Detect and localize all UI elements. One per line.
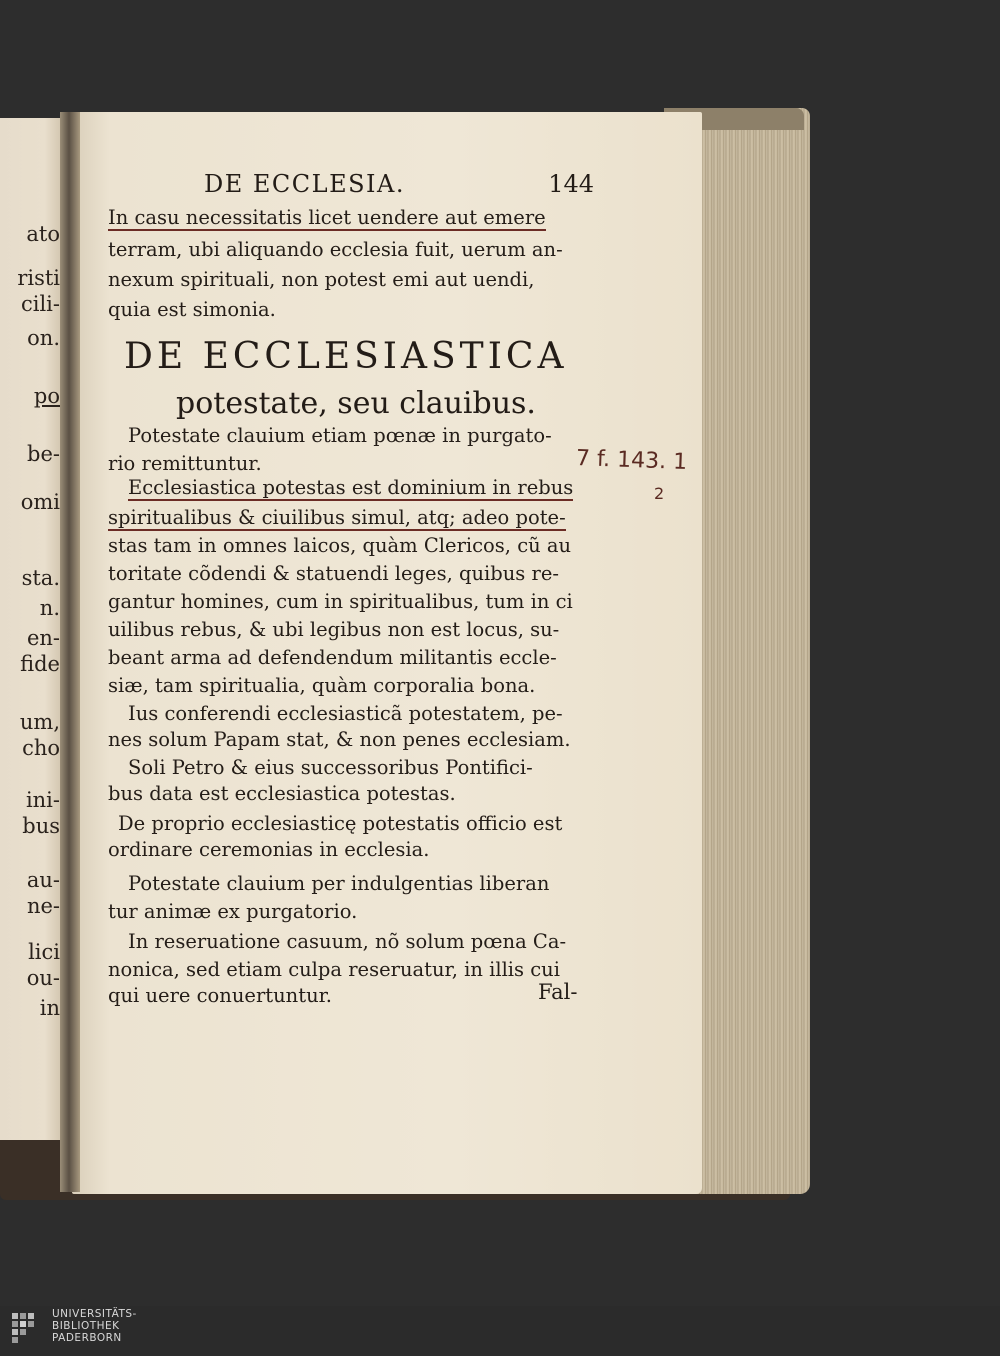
left-page-fragment: um, bbox=[19, 710, 60, 734]
text-line: uilibus rebus, & ubi legibus non est locus, su- bbox=[108, 618, 560, 641]
logo-line: UNIVERSITÄTS- bbox=[52, 1308, 137, 1320]
text-line: bus data est ecclesiastica potestas. bbox=[108, 782, 456, 805]
text-line: spiritualibus & ciuilibus simul, atq; adeo pote- bbox=[108, 506, 566, 529]
text-line: gantur homines, cum in spiritualibus, tum in ci bbox=[108, 590, 573, 613]
left-page-fragment: n. bbox=[39, 596, 60, 620]
library-logo-icon bbox=[10, 1309, 46, 1349]
left-page-fragment: ini- bbox=[25, 788, 60, 812]
left-page-fragment: in bbox=[39, 996, 60, 1020]
text-line: nonica, sed etiam culpa reseruatur, in illis cui bbox=[108, 958, 560, 981]
handwritten-margin-mark: 2 bbox=[654, 484, 665, 503]
library-logo-text bbox=[52, 1308, 137, 1344]
text-line: tur animæ ex purgatorio. bbox=[108, 900, 358, 923]
book-gutter bbox=[60, 112, 80, 1192]
left-page bbox=[0, 118, 64, 1184]
left-page-fragment: sta. bbox=[21, 566, 60, 590]
logo-line: BIBLIOTHEK bbox=[52, 1320, 120, 1332]
left-page-fragment: risti bbox=[17, 266, 60, 290]
text-line: De proprio ecclesiasticę potestatis officio est bbox=[118, 812, 563, 835]
left-page-fragment: cho bbox=[22, 736, 60, 760]
text-line: siæ, tam spiritualia, quàm corporalia bona. bbox=[108, 674, 536, 697]
section-heading: DE ECCLESIASTICA bbox=[124, 336, 568, 377]
text-line: Ius conferendi ecclesiasticã potestatem, pe- bbox=[128, 702, 563, 725]
left-page-fragment: po bbox=[33, 384, 60, 408]
page-number: 144 bbox=[548, 170, 594, 198]
left-page-fragment: au- bbox=[26, 868, 60, 892]
left-page-fragment: ou- bbox=[26, 966, 60, 990]
running-head bbox=[204, 170, 594, 200]
text-line: rio remittuntur. bbox=[108, 452, 262, 475]
text-line: nexum spirituali, non potest emi aut uendi, bbox=[108, 268, 535, 291]
left-page-fragment: bus bbox=[22, 814, 60, 838]
left-page-fragment: cili- bbox=[20, 292, 60, 316]
text-line: beant arma ad defendendum militantis eccle- bbox=[108, 646, 557, 669]
left-page-fragment: fide bbox=[20, 652, 60, 676]
text-line: ordinare ceremonias in ecclesia. bbox=[108, 838, 430, 861]
text-line: Soli Petro & eius successoribus Pontifici- bbox=[128, 756, 533, 779]
text-line: In casu necessitatis licet uendere aut emere bbox=[108, 206, 546, 229]
left-page-fragment: be- bbox=[27, 442, 60, 466]
text-line: terram, ubi aliquando ecclesia fuit, uerum an- bbox=[108, 238, 563, 261]
footer-bar bbox=[0, 1306, 1000, 1356]
text-line: qui uere conuertuntur. bbox=[108, 984, 333, 1007]
handwritten-marginal-note: 7 f. 143. 1 bbox=[575, 446, 688, 475]
left-page-fragment: en- bbox=[26, 626, 60, 650]
left-page-fragment: ato bbox=[26, 222, 60, 246]
left-page-fragment: lici bbox=[28, 940, 60, 964]
text-line: Potestate clauium per indulgentias liberan bbox=[128, 872, 550, 895]
text-line: In reseruatione casuum, nõ solum pœna Ca- bbox=[128, 930, 567, 953]
left-page-fragment: on. bbox=[27, 326, 60, 350]
text-line: Ecclesiastica potestas est dominium in rebus bbox=[128, 476, 574, 499]
running-title: DE ECCLESIA. bbox=[204, 170, 405, 198]
left-page-fragment: ne- bbox=[26, 894, 60, 918]
logo-line: PADERBORN bbox=[52, 1332, 122, 1344]
section-subheading: potestate, seu clauibus. bbox=[176, 386, 536, 421]
text-line: toritate cõdendi & statuendi leges, quibus re- bbox=[108, 562, 559, 585]
text-line: stas tam in omnes laicos, quàm Clericos, cũ au bbox=[108, 534, 572, 557]
left-page-fragment: omi bbox=[20, 490, 60, 514]
text-line: Potestate clauium etiam pœnæ in purgato- bbox=[128, 424, 552, 447]
text-line: nes solum Papam stat, & non penes ecclesiam. bbox=[108, 728, 571, 751]
catchword: Fal- bbox=[538, 980, 578, 1004]
text-line: quia est simonia. bbox=[108, 298, 276, 321]
